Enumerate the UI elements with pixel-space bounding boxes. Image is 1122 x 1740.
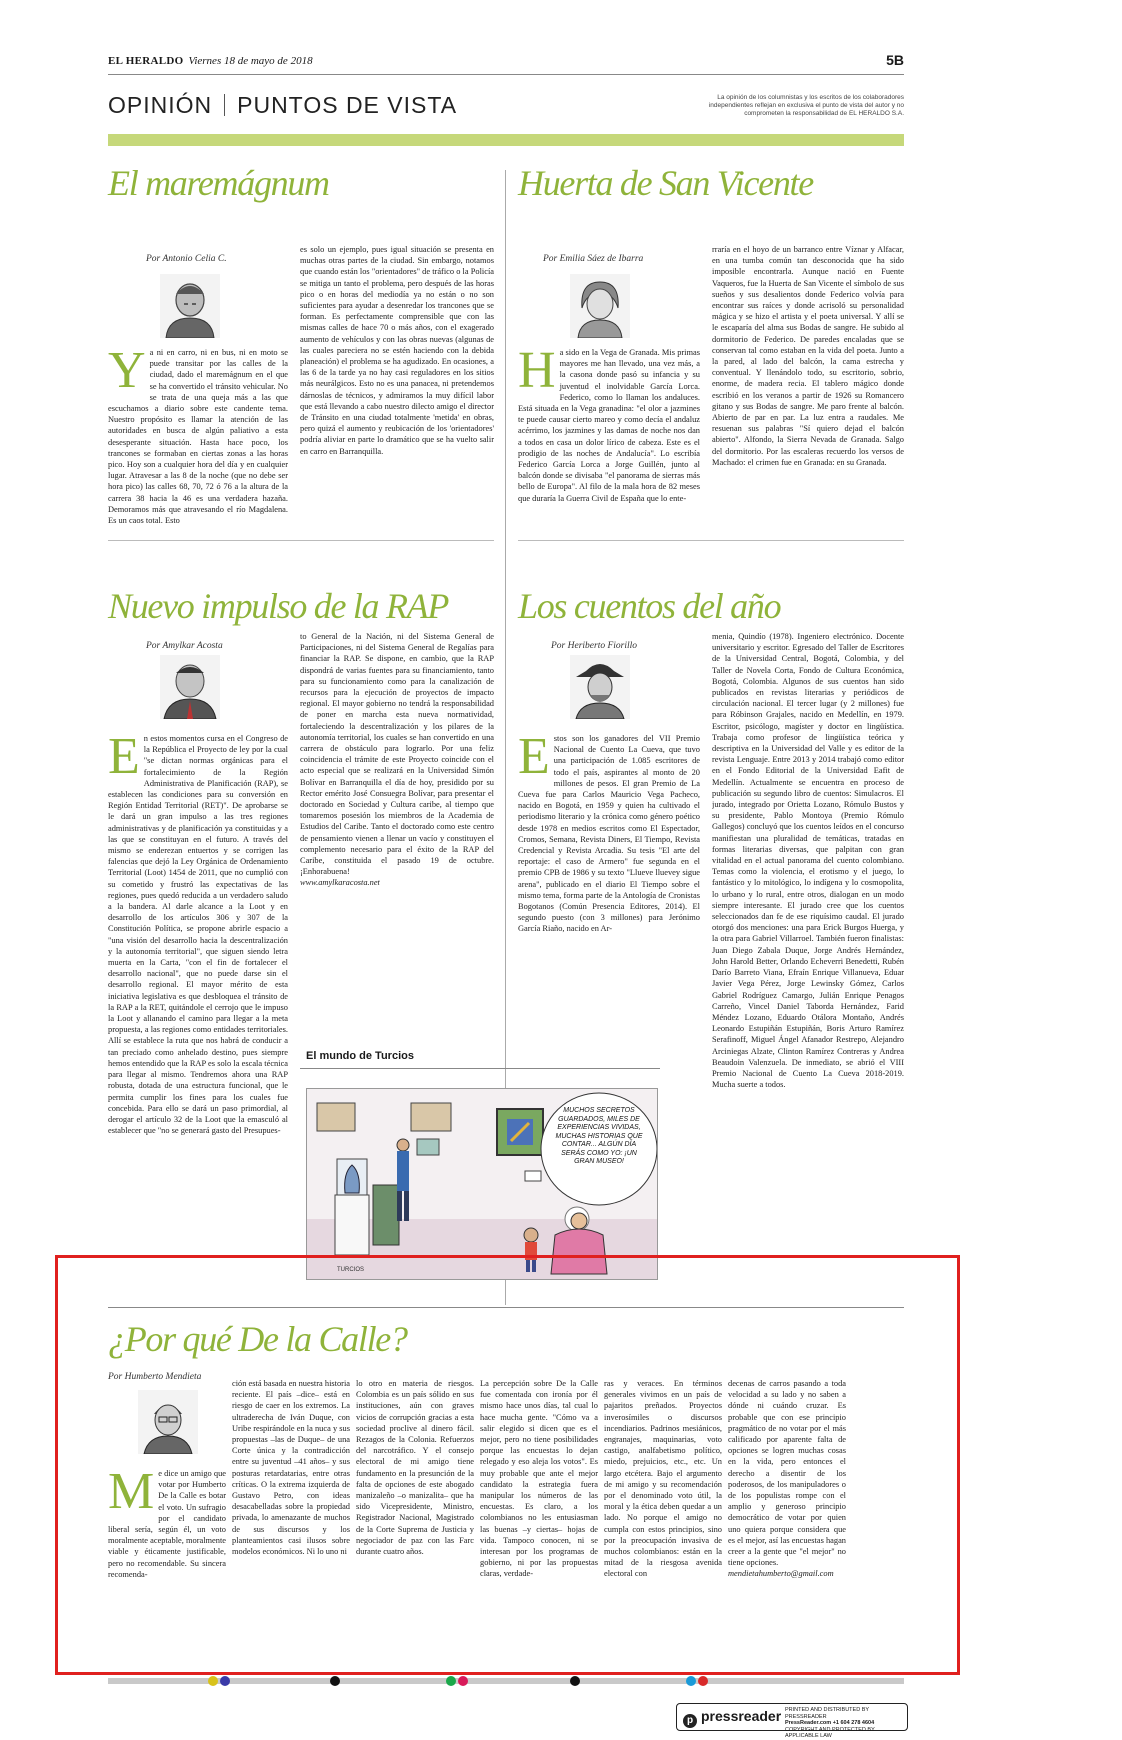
registration-dot-magenta [458,1676,468,1686]
comic-signature: TURCIOS [337,1267,364,1273]
masthead-left [108,55,313,67]
article-text: n estos momentos cursa en el Congreso de la República el Proyecto de ley por la cual "se dictan normas orgánicas para el fortalecimiento de la Región Administrativa de Planificación (RAP), se establecen las condiciones para su conversión en Región Entidad Territorial (RET)". De aprobarse se le dará un gran impulso a las tres regiones administrativas y de planificación ya constituidas y a las que se constituyan en el futuro. A través del mismo se enderezan entuertos y se corrigen las falencias que dejó la Ley Orgánica de Ordenamiento Territorial (Loot) 1454 de 2011, que no cumplió con su cometido y frustró las expectativas de las regiones, pues quedó reducida a un verdadero saludo a la bandera. Al darle alcance a la Loot y en desarrollo de los artículos 306 y 307 de la Constitución Política, se propone abrirle espacio a "una visión del desarrollo hacia la descentralización y la autonomía territorial", que siguen siendo letra muerta en la Carta, "con el fin de fortalecer el desarrollo nacional", que no puede darse sin el desarrollo regional. El mayor mérito de esta iniciativa legislativa es que desbloquea el tránsito de la RAP a la RET, quitándole el cerrojo que le impuso la Loot y allanando el camino para llegar a la meta propuesta, a las regiones como entidades territoriales. Allí se establece la ruta que nos habrá de conducir a tan preciado como anhelado destino, pues siempre hemos entendido que la RAP es solo la escala técnica para llegar al mismo. Tendremos ahora una RAP robusta, dotada de una estructura funcional, que le permita cumplir los fines para los cuales fue concebida. Para ello se dará un paso primordial, al derogar el artículo 32 de la Loot que la emasculó al establecer que "no se generará gasto del Presupues- [108,734,288,1136]
article-text: menia, Quindío (1978). Ingeniero electrónico. Docente universitario y escritor. Egresado del Taller de Escritores de la Universidad Central, Bogotá, Colombia, y del Taller de Novela Corta, Fondo de Cultura Económica, Bogotá, Colombia. Algunos de sus cuentos han sido publicados en revistas literarias y periódicos de circulación nacional. El tercer lugar (y 2 millones) fue para Róbinson Grajales, nacido en Medellín, en 1979. Escritor, psicólogo, magíster y doctor en lingüística. Trabaja como profesor de lingüística teórica y descriptiva en la Universidad del Valle y es editor de la revista Lenguaje. Entre 2013 y 2014 trabajó como editor en el Fondo Editorial de la Universidad Eafit de Medellín. Actualmente se encuentra en proceso de publicación su segundo libro de cuentos: Simulacros. El jurado, integrado por Orietta Lozano, Rómulo Bustos y su presidente, Pablo Montoya (Premio Rómulo Gallegos) concluyó que los cuentos leídos en el concurso manifiestan una pluralidad de temáticas, tratadas en formas literarias diversas, que palpitan con gran vitalidad en el actual panorama del cuento colombiano. Temas como la violencia, el erotismo y el juego, lo fantástico y lo mitológico, lo indígena y lo cosmopolita, lo urbano y lo rural, entre otros, dialogan en un modo siempre interesante. El jurado cree que los cuentos seleccionados dan fe de ese riquísimo caudal. El jurado otorgó dos menciones: una para Erick Burgos Huerga, y la otra para Gabriel Villarroel. También fueron finalistas: Juan Diego Zabala Duque, Jorge Andrés Hernández, John Harold Better, Orlando Echeverri Benedetti, Rubén Darío Barreto Viana, Efraín Enrique Villanueva, Eduar Javier Vega Pérez, Jorge Lewinsky Gómez, Carlos Gabriel Rodríguez Camargo, Julián Enrique Penagos Carreño, Vincel Daniel Taborda Hernández, Farid Méndez Lozano, Eduardo Otálora Montaño, Andrés Leonardo Estupiñán Estupiñán, Boris Arturo Ramírez Serafinoff, Miguel Ángel Afanador Restrepo, Alejandro Arciniegas Alzate, Clinton Ramírez Contreras y Andrea Beaudoin Valenzuela. De inmediato, se abrió el VIII Premio Nacional de Cuento La Cueva 2018-2019. Mucha suerte a todos. [712,632,904,1090]
article-text: decenas de carros pasando a toda velocidad a su lado y no saben a dónde ni cuándo cruzar. Es probable que con ese principio pragmático de no votar por el más calificado por aparente falta de opciones se logren muchas cosas en la vida, pero entonces el derecho a disentir de los poderosos, de los manipuladores o de los populistas rompe con el amplio y generoso principio democrático de votar por quien uno quiera porque considera que es el mejor, así las encuestas hagan creer a la gente que "el mejor" no tiene opciones. [728,1379,846,1568]
author-portrait [570,655,630,719]
pressreader-line-2: PressReader.com +1 604 278 4604 [785,1720,875,1726]
article-text: rraría en el hoyo de un barranco entre Víznar y Alfacar, en una tumba común tan desconocida que ha sido imposible encontrarla. Aunque nació en Fuente Vaqueros, fue la Huerta de San Vicente el símbolo de sus sueños y sus desalientos donde Federico volvía para encontrar sus raíces y donde acrisoló su personalidad mágica y se hizo el artista y el poeta universal. Y allí se le escaparía del alma sus Bodas de sangre. He subido al dormitorio de Federico. De paredes encaladas que se conservan tal como estaban en la vida del poeta. Junto a la pared, al lado del balcón, la cama estrecha y conventual. Y llenándolo todo, su escritorio, sobrio, enorme, de madera recia. El tablero mágico donde escribió en los veranos a partir de 1926 su Romancero gitano y sus Bodas de sangre. Me paro frente al balcón. Abierto de par en par. La luz entra a raudales. Me resuenan sus palabras "Sí quiero dejad el balcón abierto". Alfondo, la Sierra Nevada de Granada. Salgo del dormitorio. Por las escaleras recuerdo los versos de Machado: el crimen fue en Granada: en su Granada. [712,245,904,467]
highlight-box [55,1255,960,1675]
author-email: www.amylkaracosta.net [300,878,380,888]
article-byline: Por Humberto Mendieta [108,1372,202,1382]
dropcap: M [108,1468,155,1520]
registration-dot-black [330,1676,340,1686]
article-headline: Huerta de San Vicente [518,163,813,203]
article-col-1 [108,347,288,537]
author-portrait [570,274,630,338]
article-headline: El maremágnum [108,163,329,203]
article-col-2 [300,631,494,976]
author-portrait [160,274,220,338]
article-text: ción está basada en nuestra historia reciente. El país –dice– está en riesgo de caer en los extremos. La ultraderecha de Iván Duque, con Uribe respirándole en la nuca y sus propuestas –las de Duque– de una Corte única y la contradicción entre su juventud –41 años– y sus posturas retardatarias, entre otras críticas. O la extrema izquierda de Gustavo Petro, con ideas desacabelladas sobre la propiedad privada, lo amenazante de muchos de sus discursos y los planteamientos casi ilusos sobre modelos económicos. Ni lo uno ni [232,1379,350,1557]
section-opinion: OPINIÓN [108,92,213,118]
disclaimer: La opinión de los columnistas y los escritos de los colaboradores independientes reflejan en exclusiva el punto de vista del autor y no comprometen la responsabilidad de EL HERALDO S.A. [708,94,904,117]
article-text: stos son los ganadores del VII Premio Nacional de Cuento La Cueva, que tuvo una participación de 1.085 escritores de todo el país, aspirantes al monto de 20 millones de pesos. El gran Premio de La Cueva fue para Carlos Mauricio Vega Pacheco, nacido en Bogotá, en 1959 y quien ha cultivado el periodismo literario y la crónica como género poético desde 1978 en medios escritos como El Espectador, Cromos, Semana, Revista Diners, El Tiempo, Revista Credencial y Revista Arcadia. Su tesis "El arte del reportaje: el caso de Armero" fue segunda en el premio CPB de 1986 y su texto "Llueve lluevey sigue arena", publicado en el diario El Tiempo sobre el mismo tema, forma parte de la Antología de Cronistas Bogotanos (Común Presencia Editores, 2014). El segundo puesto (con 3 millones) para Jerónimo García Riaño, nacido en Ar- [518,734,700,934]
pressreader-brand: pressreader [701,1708,782,1724]
article-text: ras y veraces. En términos generales vivimos en un país de pajaritos preñados. Proyectos inverosímiles o discursos incendiarios. Padrinos mesiánicos, engranajes, maquinarias, voto castigo, analfabetismo político, miedo, prejuicios, etc., etc. Un largo etcétera. Bajo el argumento de mi amigo y su recomendación por el denominado voto útil, la moral y la ética deben quedar a un lado. No porque el amigo no cumpla con estos principios, sino por la preocupación invasiva de muchos colombianos: están en la mitad de la riesgosa avenida electoral con [604,1379,722,1579]
pressreader-icon: p [683,1714,697,1728]
comic-bubble-text: MUCHOS SECRETOS GUARDADOS, MILES DE EXPERIENCIAS VIVIDAS, MUCHAS HISTORIAS QUE CONTAR... ALGÚN DÍA SERÁS COMO YO: ¡UN GRAN MUSEO! [555,1107,643,1165]
pressreader-line-1: PRINTED AND DISTRIBUTED BY PRESSREADER [785,1707,869,1720]
registration-dot-black-2 [570,1676,580,1686]
pressreader-badge[interactable] [676,1703,908,1739]
article-huerta [518,162,904,537]
article-byline: Por Emilia Sáez de Ibarra [543,254,644,264]
article-col-1 [108,733,288,1300]
pressreader-info [785,1707,903,1740]
article-cuentos [518,585,904,1290]
row-divider-right [518,540,904,541]
registration-dot-blue [220,1676,230,1686]
article-headline: ¿Por qué De la Calle? [108,1319,407,1359]
article-text: La percepción sobre De la Calle fue comentada con ironía por él mismo hace unos días, tal cual lo hace mucha gente. "Cómo va a salir elegido si dicen que es el mejor, pero no tiene posibilidades porque las encuestas lo dejan relegado y eso aleja los votos". Es muy probable que ante el mejor candidato la estrategia fuera manipular los números de las encuestas. Es claro, a los colombianos no les entusiasman las buenas –y ciertas– hojas de vida. Tampoco conocen, ni se interesan por los programas de gobierno, ni por las propuestas claras, verdade- [480,1379,598,1579]
article-headline: Los cuentos del año [518,586,781,626]
pressreader-line-3: COPYRIGHT AND PROTECTED BY APPLICABLE LAW [785,1726,875,1739]
masthead [108,52,904,75]
dropcap: H [518,347,556,399]
article-text: a ni en carro, ni en bus, ni en moto se puede transitar por las calles de la ciudad, dado el maremágnum en el que se ha convertido el tránsito vehicular. No se trata de una queja más a las que escuchamos a diario sobre este candente tema. Nuestro propósito es llamar la atención de las autoridades en busca de algún paliativo a esta desesperante situación. Hasta hace poco, los trancones se formaban en ciertas zonas a las horas pico. Hoy son a cualquier hora del día y en cualquier lugar. Atravesar a las 8 de la noche (que no debe ser hora pico) las calles 68, 70, 72 ó 76 a la altura de la carrera 38 hacia la 46 es una verdadera hazaña. Demoramos más que atravesando el río Magdalena. Es un caos total. Esto [108,348,288,526]
article-col-2 [712,244,904,537]
registration-dot-cyan [686,1676,696,1686]
page-number: 5B [886,52,904,68]
article-text: es solo un ejemplo, pues igual situación se presenta en muchas otras partes de la ciudad. Sin embargo, notamos que cuando están los "orientadores" de tráfico o la Policía se mitiga un tanto el problema, pero después de las horas pico o en horas del mediodía ya no están o no son suficientes para ayudar a desenredar los trancones que se forman. Es perfectamente comprensible que con las mismas calles de hace 70 o más años, con el exagerado aumento de vehículos y con las obras nuevas (algunas de las cuales pareciera no se estén haciendo con la debida planeación) el problema se ha agudizado. En ocasiones, a las 6 de la tarde ya no hay casi reguladores en los sitios más neurálgicos. Esto no es una panacea, ni pretendemos dárnoslas de técnicos, y admiramos la muy difícil labor que está llevando a cabo nuestro dilecto amigo el director de Tránsito en una ciudad totalmente 'metida' en obras, pero quizá el aumento y reubicación de los 'orientadores' podría aliviar en parte lo dramático que se ha vuelto salir en carro en Barranquilla. [300,245,494,456]
section-puntos: PUNTOS DE VISTA [237,92,458,118]
article-col-1 [518,347,700,537]
section-title [108,92,457,119]
article-maremagnum [108,162,494,537]
article-text: lo otro en materia de riesgos. Colombia es un país sólido en sus instituciones, aún con graves vicios de corrupción gracias a esta sociedad proclive al dinero fácil. Rezagos de la Colonia. Refuerzos del narcotráfico. Y el consejo electoral de mi amigo tiene fundamento en la presunción de la falta de opciones de este abogado manizaleño –o manizalita– que ha sido Vicepresidente, Ministro, Registrador Nacional, Magistrado de la Corte Suprema de Justicia y negociador de paz con las Farc durante cuatro años. [356,1379,474,1557]
dropcap: Y [108,347,146,399]
article-byline: Por Heriberto Fiorillo [551,641,638,651]
issue-date: Viernes 18 de mayo de 2018 [188,55,313,67]
registration-dot-red [698,1676,708,1686]
comic-title: El mundo de Turcios [306,1050,414,1062]
dropcap: E [108,733,140,785]
pressreader-logo [683,1708,781,1728]
paper-name: EL HERALDO [108,55,184,67]
article-col-2 [712,631,904,1290]
registration-dot-yellow [208,1676,218,1686]
section-green-bar [108,134,904,146]
author-email: mendietahumberto@gmail.com [728,1569,834,1579]
article-byline: Por Amylkar Acosta [146,641,223,651]
article-col-1 [518,733,700,1018]
article-text: a sido en la Vega de Granada. Mis primas mayores me han llevado, una vez más, a la casona donde pasó su infancia y su juventud el inolvidable García Lorca. Federico, como lo llaman los andaluces. Está situada en la Vega granadina: "el olor a jazmines te puede causar cierto mareo y como decía el andaluz acérrimo, los jazmines y las damas de noche nos dan a todos en casa un dolor lírico de cabeza. Este es el prodigio de las noches de Andalucía". Lo escribía Federico García Lorca a Jorge Guillén, junto al balcón donde se divisaba "el panorama de sierras más bello de Europa". Al filo de la mala hora de 82 meses que duraría la Guerra Civil de España que lo ente- [518,348,700,503]
article-text: e dice un amigo que votar por Humberto De la Calle es botar el voto. Un sufragio por el candidato liberal sería, según él, un voto moralmente aceptable, moralmente viable y éticamente justificable, pero no recomendable. Su sincera recomenda- [108,1469,226,1579]
row-divider-left [108,540,494,541]
section-divider [224,94,225,116]
article-headline: Nuevo impulso de la RAP [108,586,449,626]
dropcap: E [518,733,550,785]
article-text: to General de la Nación, ni del Sistema General de Participaciones, ni del Sistema General de Regalías para financiar la RAP. Se dispone, en cambio, que la RAP dispondrá de varias fuentes para su financiamiento, tanto para su funcionamiento como para la canalización de recursos para la ejecución de proyectos de impacto regional. El mayor gobierno no tendrá la responsabilidad de poner en marcha esta nueva normatividad, fortaleciendo la descentralización y los pilares de la autonomía territorial, los cuales se han convertido en una carrera de obstáculo para lograrlo. Por una feliz coincidencia el trámite de este Proyecto coincide con el acto especial que se realizará en la Universidad Simón Bolívar en Barranquilla el día de hoy, presidido por su Rector emérito José Consuegra Bolívar, para presentar el doctorado en Sociedad y Cultura caribe, al tiempo que tomaremos posesión los miembros de la Academia de Estudios del Caribe. Tanto el doctorado como este centro de pensamiento vienen a llenar un vacío y constituyen el complemento necesario para el éxito de la RAP del Caribe, constituida el pasado 19 de octubre. ¡Enhorabuena! [300,632,494,877]
article-col-2 [300,244,494,537]
article-byline: Por Antonio Celia C. [146,254,227,264]
registration-dot-green [446,1676,456,1686]
author-portrait [160,655,220,719]
